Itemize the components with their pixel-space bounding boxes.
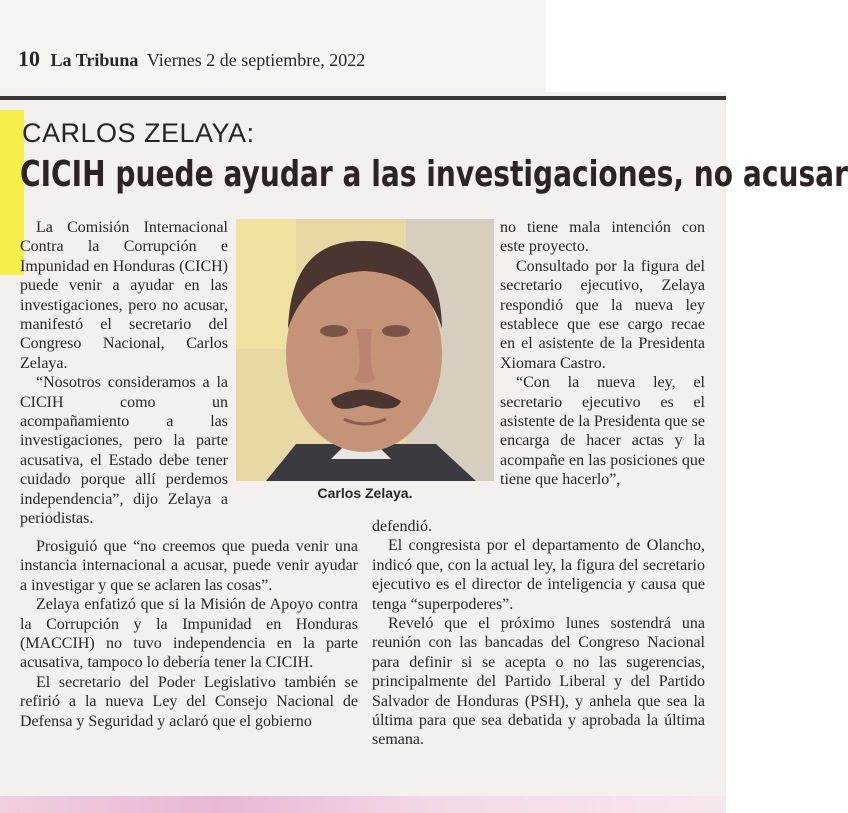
paragraph: Zelaya enfatizó que si la Misión de Apoyo contra la Corrupción y la Impunidad en Honduras (MACCIH) no tuvo independencia en la parte acusativa, tampoco lo debería tener la CICIH. [20, 596, 358, 672]
portrait-photo [236, 219, 494, 481]
paragraph: “Nosotros consideramos a la CICIH como un acompañamiento a las investigaciones, pero la parte acusativa, el Estado debe tener cuidado porque allí perdemos independencia”, dijo Zelaya a periodistas. [20, 374, 228, 528]
page-number: 10 [18, 46, 40, 71]
page-header [18, 46, 365, 72]
scan-edge [0, 796, 726, 813]
newspaper-name: La Tribuna [50, 50, 139, 70]
paragraph: defendió. [372, 518, 432, 535]
paragraph: Consultado por la figura del secretario ejecutivo, Zelaya respondió que la nueva ley establece que ese cargo recae en el asistente de la Presidenta Xiomara Castro. [500, 257, 705, 372]
paragraph: El secretario del Poder Legislativo también se refirió a la nueva Ley del Consejo Nacional de Defensa y Seguridad y aclaró que el gobierno [20, 673, 358, 730]
right-column-bottom [372, 517, 705, 750]
article-kicker: CARLOS ZELAYA: [22, 118, 255, 148]
header-strip [0, 0, 546, 88]
photo-caption: Carlos Zelaya. [317, 485, 413, 501]
right-column-top [500, 218, 705, 490]
paragraph: Reveló que el próximo lunes sostendrá una reunión con las bancadas del Congreso Nacional para definir si se acepta o no las sugerencias, principalmente del Partido Liberal y del Partido Salvador de Honduras (PSH), y anhela que sea la última para que sea debatida y aprobada la última semana. [372, 615, 705, 749]
paragraph: Prosiguió que “no creemos que pueda venir una instancia internacional a acusar, puede venir ayudar a investigar y que se aclaren las cosas”. [20, 538, 358, 594]
paragraph: no tiene mala intención con este proyecto. [500, 219, 705, 256]
publication-date: Viernes 2 de septiembre, 2022 [146, 50, 366, 70]
article-headline: CICIH puede ayudar a las investigaciones, no acusar [20, 154, 848, 195]
scan-margin [546, 0, 726, 92]
paragraph: El congresista por el departamento de Olancho, indicó que, con la actual ley, la figura del secretario ejecutivo es el director de inteligencia y causa que tenga “superpoderes”. [372, 537, 705, 613]
paragraph: La Comisión Internacional Contra la Corrupción e Impunidad en Honduras (CICH) puede venir a ayudar en las investigaciones, pero no acusar, manifestó el secretario del Congreso Nacional, Carlos Zelaya. [20, 219, 228, 372]
header-rule [0, 96, 726, 100]
left-column-top [20, 218, 228, 529]
paragraph: “Con la nueva ley, el secretario ejecutivo es el asistente de la Presidenta que se encarga de hacer actas y la acompañe en las posiciones que tiene que hacerlo”, [500, 374, 705, 489]
left-column-bottom [20, 537, 358, 731]
